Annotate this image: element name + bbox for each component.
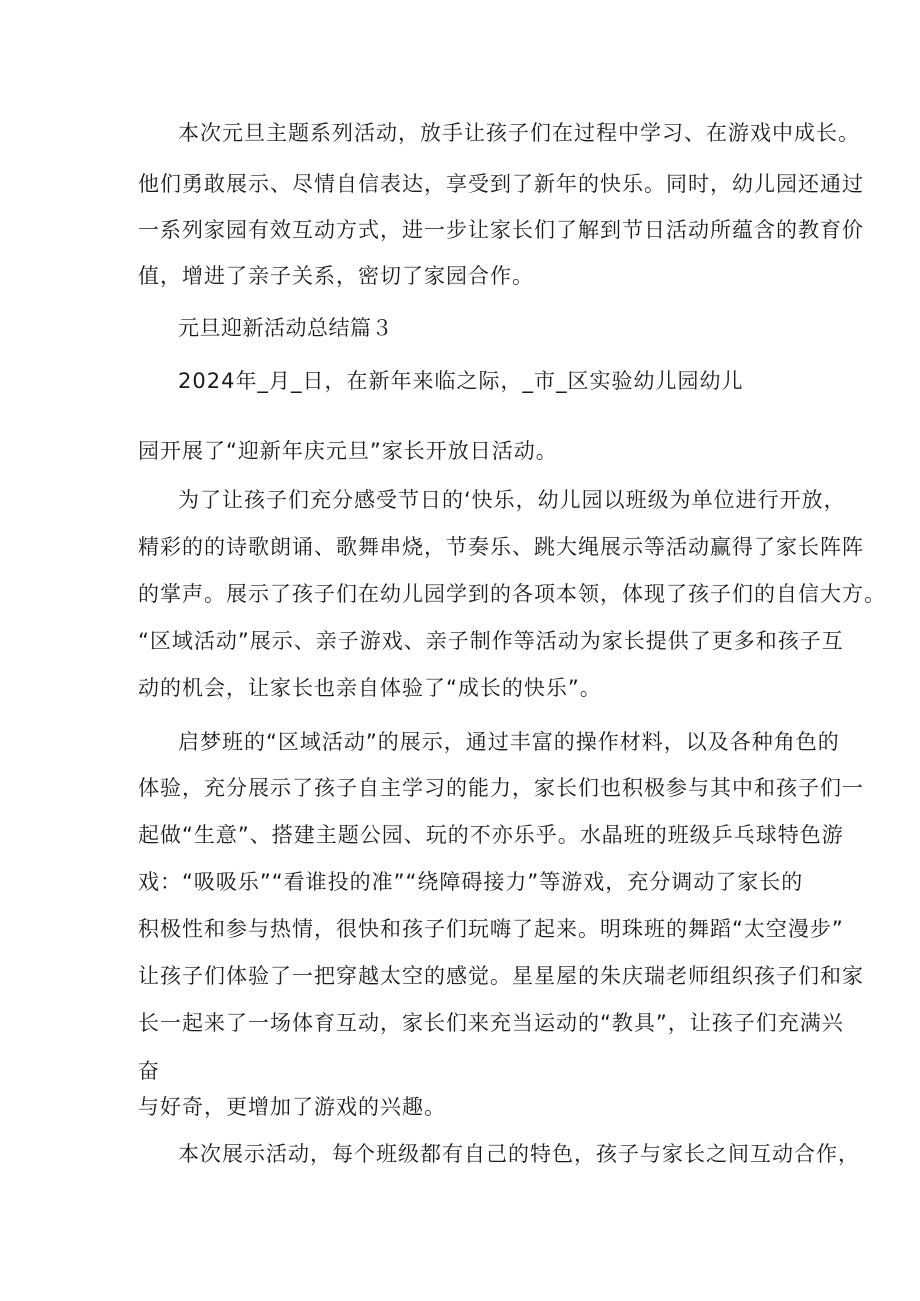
text-line: 起做“生意”、搭建主题公园、玩的不亦乐乎。水晶班的班级乒乓球特色游 [138,823,844,847]
text-line: 精彩的的诗歌朗诵、歌舞串烧，节奏乐、跳大绳展示等活动赢得了家长阵阵 [138,535,864,559]
text-line: “区域活动”展示、亲子游戏、亲子制作等活动为家长提供了更多和孩子互 [138,629,844,653]
text-line: 值，增进了亲子关系，密切了家园合作。 [138,264,534,288]
text-line: 与好奇，更增加了游戏的兴趣。 [138,1095,446,1119]
text-line: 的掌声。展示了孩子们在幼儿园学到的各项本领，体现了孩子们的自信大方。 [138,582,886,606]
text-line: 一系列家园有效互动方式，进一步让家长们了解到节日活动所蕴含的教育价 [138,218,864,242]
text-line: 长一起来了一场体育互动，家长们来充当运动的“教具”，让孩子们充满兴 [138,1011,844,1035]
section-heading: 元旦迎新活动总结篇３ [178,316,393,340]
text-line: 本次元旦主题系列活动，放手让孩子们在过程中学习、在游戏中成长。 [178,121,860,145]
text-line: 戏：“吸吸乐”“看谁投的准”“绕障碍接力”等游戏，充分调动了家长的 [138,870,804,894]
text-line: 为了让孩子们充分感受节日的‘快乐，幼儿园以班级为单位进行开放， [178,488,846,512]
text-line: 2024年_月_日，在新年来临之际，_市_区实验幼儿园幼儿 [178,369,744,393]
text-line: 体验，充分展示了孩子自主学习的能力，家长们也积极参与其中和孩子们一 [138,776,864,800]
text-line: 奋 [138,1059,160,1083]
text-line: 启梦班的“区域活动”的展示，通过丰富的操作材料，以及各种角色的 [178,730,840,754]
text-line: 园开展了“迎新年庆元旦”家长开放日活动。 [138,439,558,463]
text-line: 本次展示活动，每个班级都有自己的特色，孩子与家长之间互动合作， [178,1142,860,1166]
text-line: 动的机会，让家长也亲自体验了“成长的快乐”。 [138,676,602,700]
text-line: 他们勇敢展示、尽情自信表达，享受到了新年的快乐。同时，幼儿园还通过 [138,172,864,196]
text-line: 让孩子们体验了一把穿越太空的感觉。星星屋的朱庆瑞老师组织孩子们和家 [138,964,864,988]
text-line: 积极性和参与热情，很快和孩子们玩嗨了起来。明珠班的舞蹈“太空漫步” [138,917,844,941]
